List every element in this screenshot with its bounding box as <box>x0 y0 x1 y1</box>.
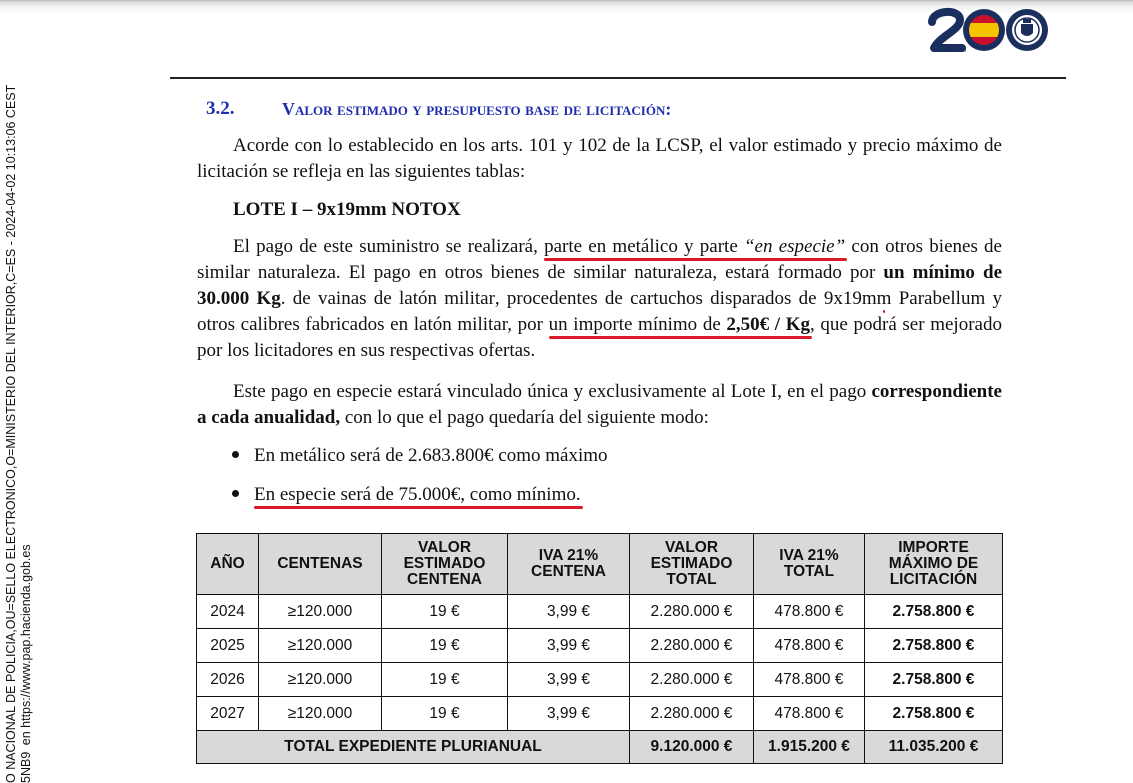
col-header-iva-total: IVA 21% TOTAL <box>754 534 865 595</box>
lot-title: LOTE I – 9x19mm NOTOX <box>233 199 461 220</box>
verification-code: 5NB9 <box>19 751 33 783</box>
col-header-centenas: CENTENAS <box>259 534 382 595</box>
table-header-row <box>197 534 1003 595</box>
total-iva: 1.915.200 € <box>754 731 865 764</box>
cell-valor-centena: 19 € <box>382 595 508 629</box>
bullet-especie <box>232 484 581 506</box>
cell-importe-maximo: 2.758.800 € <box>865 697 1003 731</box>
cell-valor-total: 2.280.000 € <box>630 595 754 629</box>
bullet-icon <box>232 451 239 458</box>
cell-centenas: ≥120.000 <box>259 697 382 731</box>
cell-centenas: ≥120.000 <box>259 629 382 663</box>
cell-iva-centena: 3,99 € <box>508 663 630 697</box>
table-row <box>197 663 1003 697</box>
payment-text: El pago de este suministro se realizará, <box>233 236 545 257</box>
cell-iva-centena: 3,99 € <box>508 629 630 663</box>
cell-ano: 2025 <box>197 629 259 663</box>
payment-text: , que podrá ser mejorado por los licitadores en sus respectivas ofertas. <box>197 314 1002 361</box>
policia-200-anniversary-logo <box>926 4 1056 54</box>
intro-paragraph <box>197 133 1002 185</box>
payment-text: con otros bienes de similar naturaleza. El pago en otros bienes de similar naturaleza, estará formado por <box>197 236 1002 283</box>
intro-text: Acorde con lo establecido en los arts. 101 y 102 de la LCSP, el valor estimado y precio máximo de licitación se refleja en las siguientes tablas: <box>197 135 1002 182</box>
header-divider <box>170 77 1066 79</box>
svg-text:1824 - 2024: 1824 - 2024 <box>942 49 967 54</box>
cell-iva-total: 478.800 € <box>754 629 865 663</box>
cell-valor-total: 2.280.000 € <box>630 697 754 731</box>
cell-iva-centena: 3,99 € <box>508 697 630 731</box>
cell-iva-total: 478.800 € <box>754 697 865 731</box>
cell-centenas: ≥120.000 <box>259 663 382 697</box>
highlight-underline-minimum-kg: un mínimo de 30.000 Kg. de vainas de latón militar <box>197 262 1002 309</box>
logo-200-icon <box>926 4 1056 54</box>
cell-ano: 2026 <box>197 663 259 697</box>
col-header-importe-maximo: IMPORTE MÁXIMO DE LICITACIÓN <box>865 534 1003 595</box>
highlight-underline-importe-minimo: un importe mínimo de 2,50€ / Kg <box>548 314 811 335</box>
cell-importe-maximo: 2.758.800 € <box>865 629 1003 663</box>
table-total-row <box>197 731 1003 764</box>
cell-valor-total: 2.280.000 € <box>630 663 754 697</box>
cell-iva-centena: 3,99 € <box>508 595 630 629</box>
cell-valor-centena: 19 € <box>382 629 508 663</box>
table-row <box>197 629 1003 663</box>
section-title: Valor estimado y presupuesto base de licitación: <box>282 99 672 119</box>
total-label: TOTAL EXPEDIENTE PLURIANUAL <box>197 731 630 764</box>
cell-importe-maximo: 2.758.800 € <box>865 595 1003 629</box>
payment-text: , procedentes de cartuchos disparados de 9x19mm Parabellum y otros calibres fabricados en latón militar, por <box>197 288 1002 335</box>
payment-paragraph <box>197 234 1002 364</box>
cell-ano: 2024 <box>197 595 259 629</box>
bullet-icon <box>232 490 239 497</box>
cell-valor-centena: 19 € <box>382 663 508 697</box>
cell-iva-total: 478.800 € <box>754 663 865 697</box>
cell-ano: 2027 <box>197 697 259 731</box>
highlight-underline-metalico-especie: parte en metálico y parte “en especie” <box>544 236 846 257</box>
cell-valor-total: 2.280.000 € <box>630 629 754 663</box>
section-number: 3.2. <box>206 98 235 119</box>
cell-iva-total: 478.800 € <box>754 595 865 629</box>
species-paragraph: Este pago en especie estará vinculado única y exclusivamente al Lote I, en el pago correspondiente a cada anualidad, con lo que el pago quedaría del siguiente modo: <box>197 381 1002 428</box>
verification-url-text[interactable]: en https://www.pap.hacienda.gob.es <box>19 544 33 746</box>
highlight-underline-especie: En especie será de 75.000€, como mínimo. <box>254 484 581 505</box>
col-header-valor-estimado-centena: VALOR ESTIMADO CENTENA <box>382 534 508 595</box>
bullet-metalico: En metálico será de 2.683.800€ como máximo <box>232 445 608 467</box>
total-valor-estimado: 9.120.000 € <box>630 731 754 764</box>
col-header-valor-estimado-total: VALOR ESTIMADO TOTAL <box>630 534 754 595</box>
licitacion-table <box>196 533 1003 764</box>
electronic-seal-stamp: O NACIONAL DE POLICIA,OU=SELLO ELECTRONICO,O=MINISTERIO DEL INTERIOR,C=ES - 2024-04-02 10:13:06 CEST <box>4 84 18 783</box>
verification-stamp <box>19 544 33 783</box>
col-header-iva-centena: IVA 21% CENTENA <box>508 534 630 595</box>
table-row <box>197 697 1003 731</box>
total-importe-maximo: 11.035.200 € <box>865 731 1003 764</box>
cell-importe-maximo: 2.758.800 € <box>865 663 1003 697</box>
cell-centenas: ≥120.000 <box>259 595 382 629</box>
col-header-ano: AÑO <box>197 534 259 595</box>
table-row <box>197 595 1003 629</box>
cell-valor-centena: 19 € <box>382 697 508 731</box>
verification-url <box>19 745 33 748</box>
